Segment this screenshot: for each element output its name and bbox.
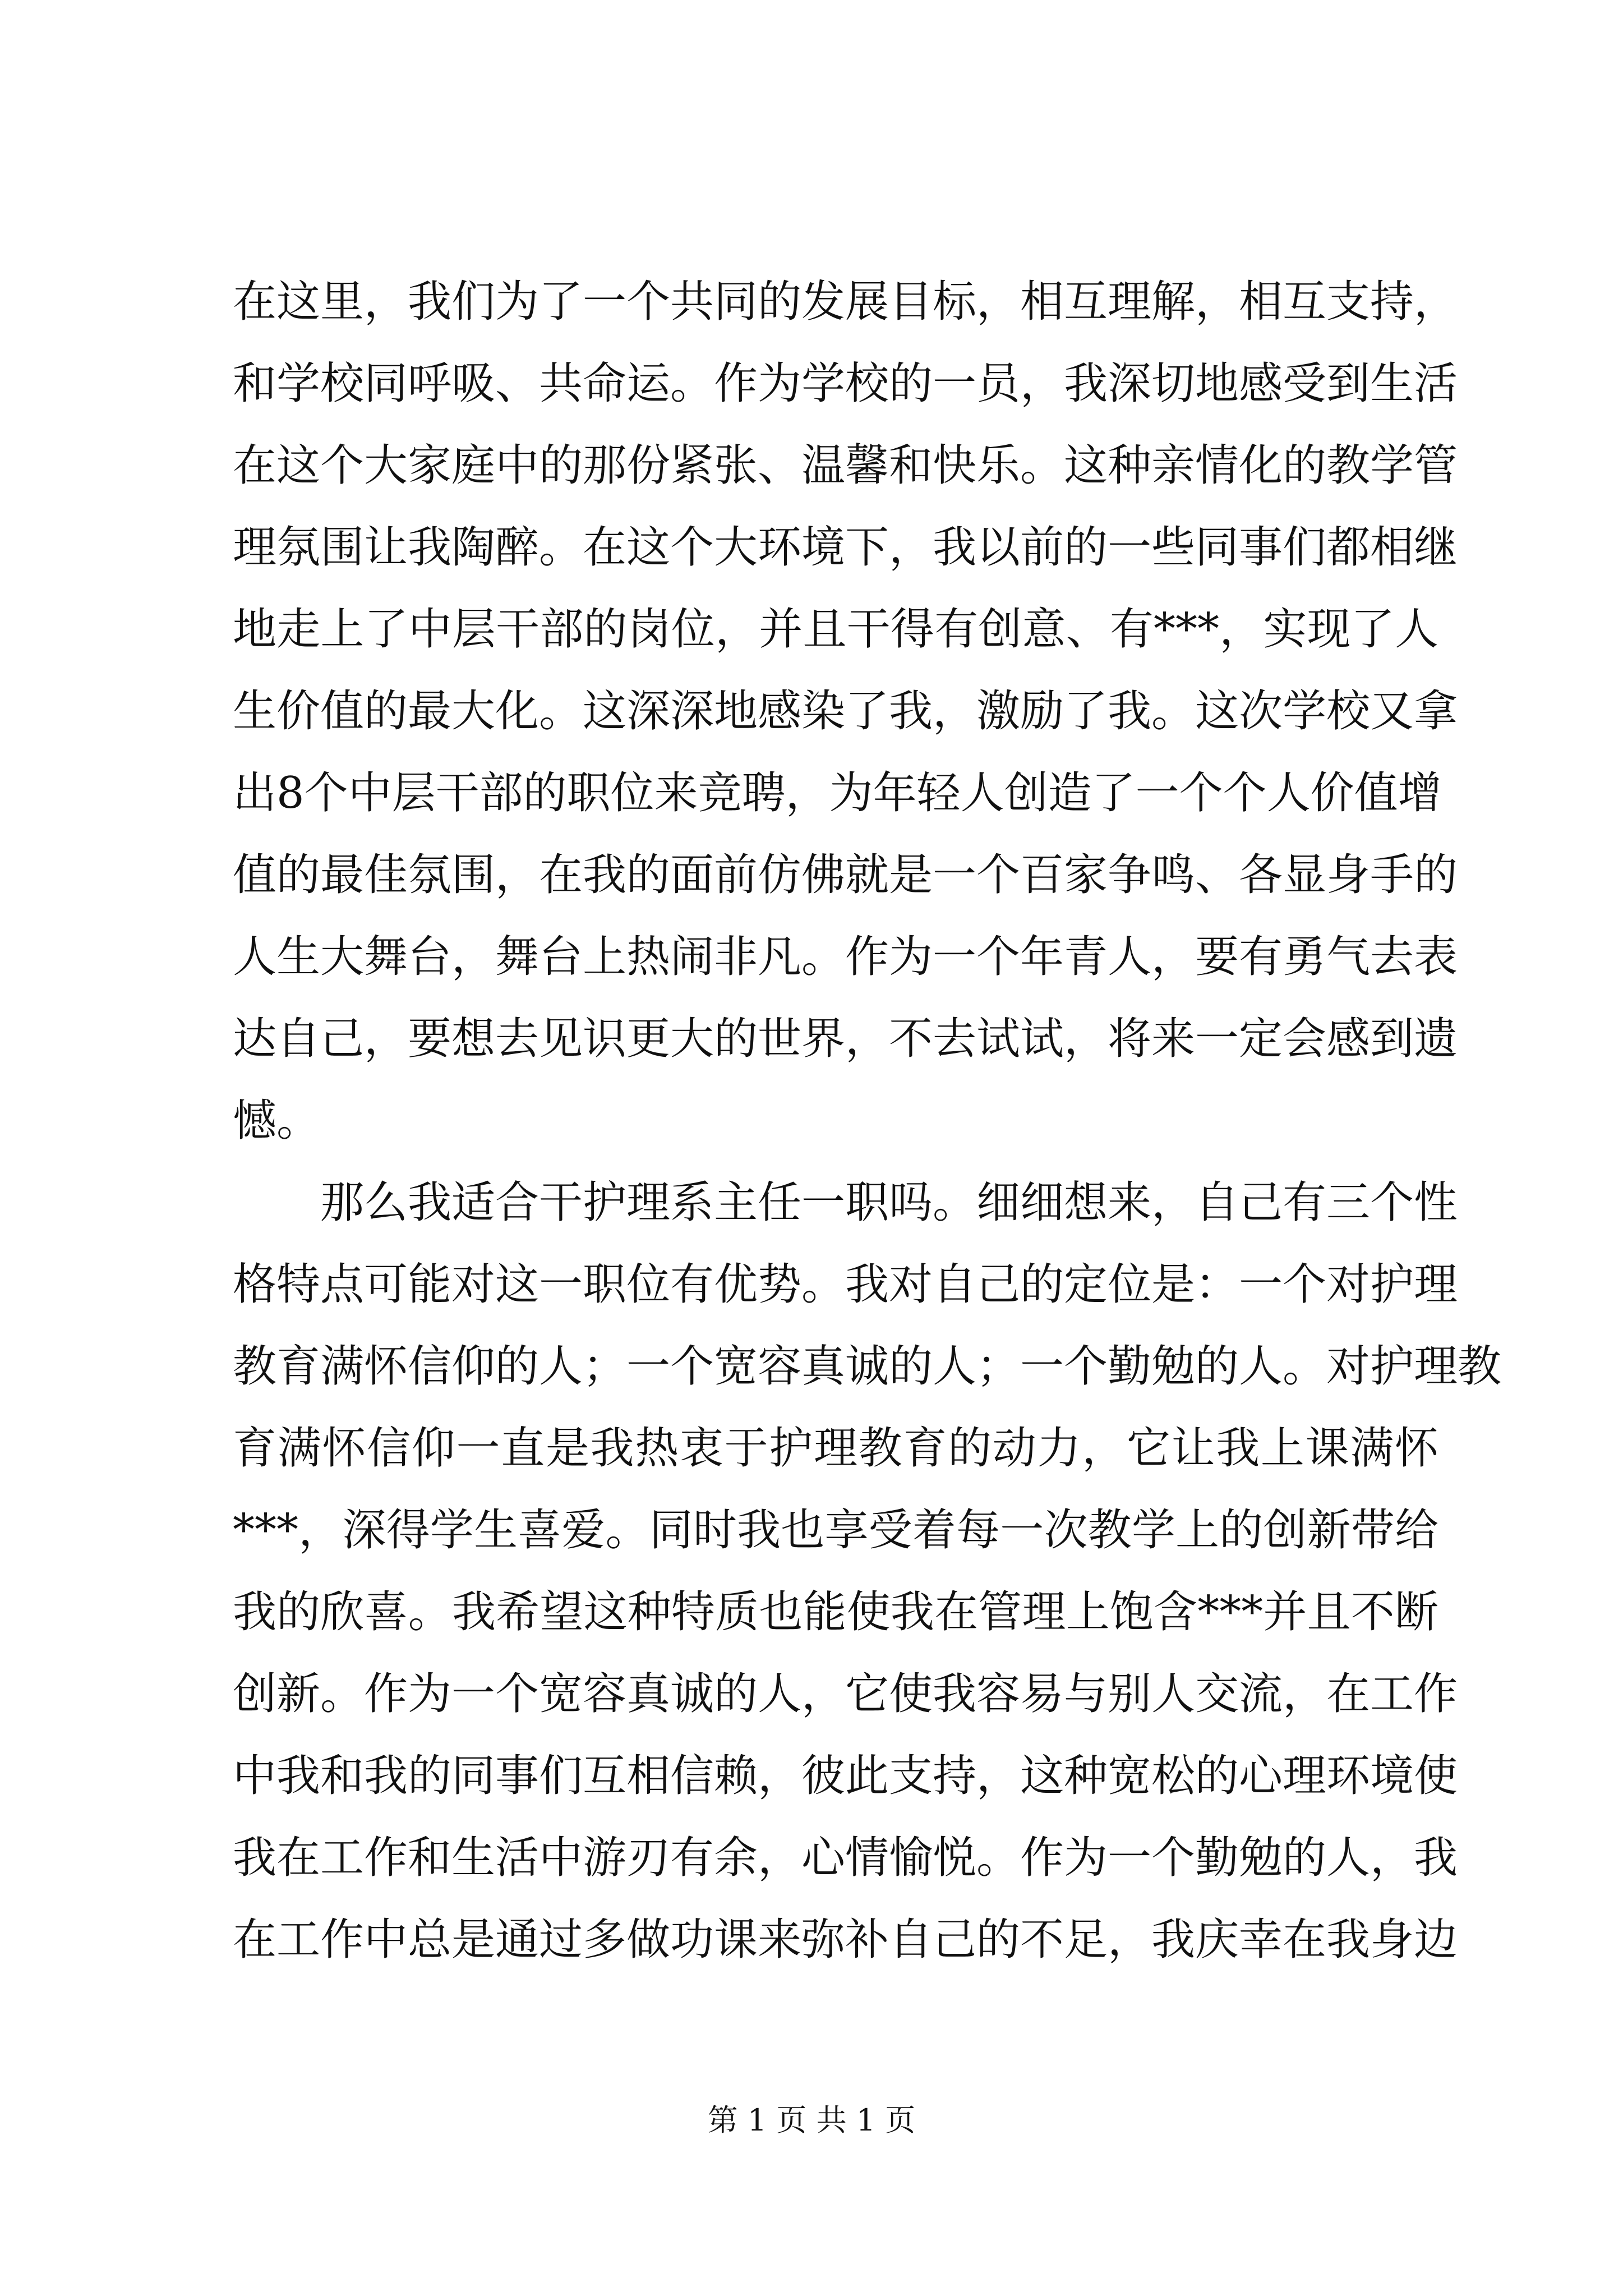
paragraph-1-line-8: 值的最佳氛围，在我的面前仿佛就是一个百家争鸣、各显身手的 (233, 850, 1458, 900)
paragraph-2-line-3: 教育满怀信仰的人；一个宽容真诚的人；一个勤勉的人。对护理教 (233, 1341, 1502, 1392)
paragraph-1-line-7: 出8个中层干部的职位来竞聘，为年轻人创造了一个个人价值增 (233, 768, 1442, 818)
paragraph-2-line-1: 那么我适合干护理系主任一职吗。细细想来，自己有三个性 (320, 1177, 1458, 1228)
paragraph-1-line-11: 憾。 (233, 1096, 321, 1146)
paragraph-2-line-4: 育满怀信仰一直是我热衷于护理教育的动力，它让我上课满怀 (233, 1423, 1438, 1474)
paragraph-1-line-9: 人生大舞台，舞台上热闹非凡。作为一个年青人，要有勇气去表 (233, 932, 1458, 982)
paragraph-1-line-6: 生价值的最大化。这深深地感染了我，激励了我。这次学校又拿 (233, 686, 1458, 737)
paragraph-1-line-10: 达自己，要想去见识更大的世界，不去试试，将来一定会感到遗 (233, 1014, 1458, 1064)
paragraph-1-line-3: 在这个大家庭中的那份紧张、温馨和快乐。这种亲情化的教学管 (233, 440, 1458, 491)
paragraph-2-line-7: 创新。作为一个宽容真诚的人，它使我容易与别人交流，在工作 (233, 1669, 1458, 1719)
paragraph-2-line-5: ***，深得学生喜爱。同时我也享受着每一次教学上的创新带给 (233, 1505, 1438, 1556)
paragraph-1-line-4: 理氛围让我陶醉。在这个大环境下，我以前的一些同事们都相继 (233, 522, 1458, 573)
paragraph-2-line-10: 在工作中总是通过多做功课来弥补自己的不足，我庆幸在我身边 (233, 1915, 1458, 1965)
paragraph-1-line-2: 和学校同呼吸、共命运。作为学校的一员，我深切地感受到生活 (233, 358, 1458, 409)
paragraph-1-line-1: 在这里，我们为了一个共同的发展目标，相互理解，相互支持， (233, 277, 1458, 327)
paragraph-2-line-2: 格特点可能对这一职位有优势。我对自己的定位是：一个对护理 (233, 1259, 1458, 1310)
paragraph-2-line-9: 我在工作和生活中游刃有余，心情愉悦。作为一个勤勉的人，我 (233, 1833, 1458, 1883)
document-body (233, 261, 1502, 1981)
paragraph-1-line-5: 地走上了中层干部的岗位，并且干得有创意、有***，实现了人 (233, 604, 1438, 655)
page-number-footer: 第 1 页 共 1 页 (707, 2102, 916, 2138)
paragraph-2-line-6: 我的欣喜。我希望这种特质也能使我在管理上饱含***并且不断 (233, 1587, 1438, 1637)
paragraph-2-line-8: 中我和我的同事们互相信赖，彼此支持，这种宽松的心理环境使 (233, 1751, 1458, 1801)
